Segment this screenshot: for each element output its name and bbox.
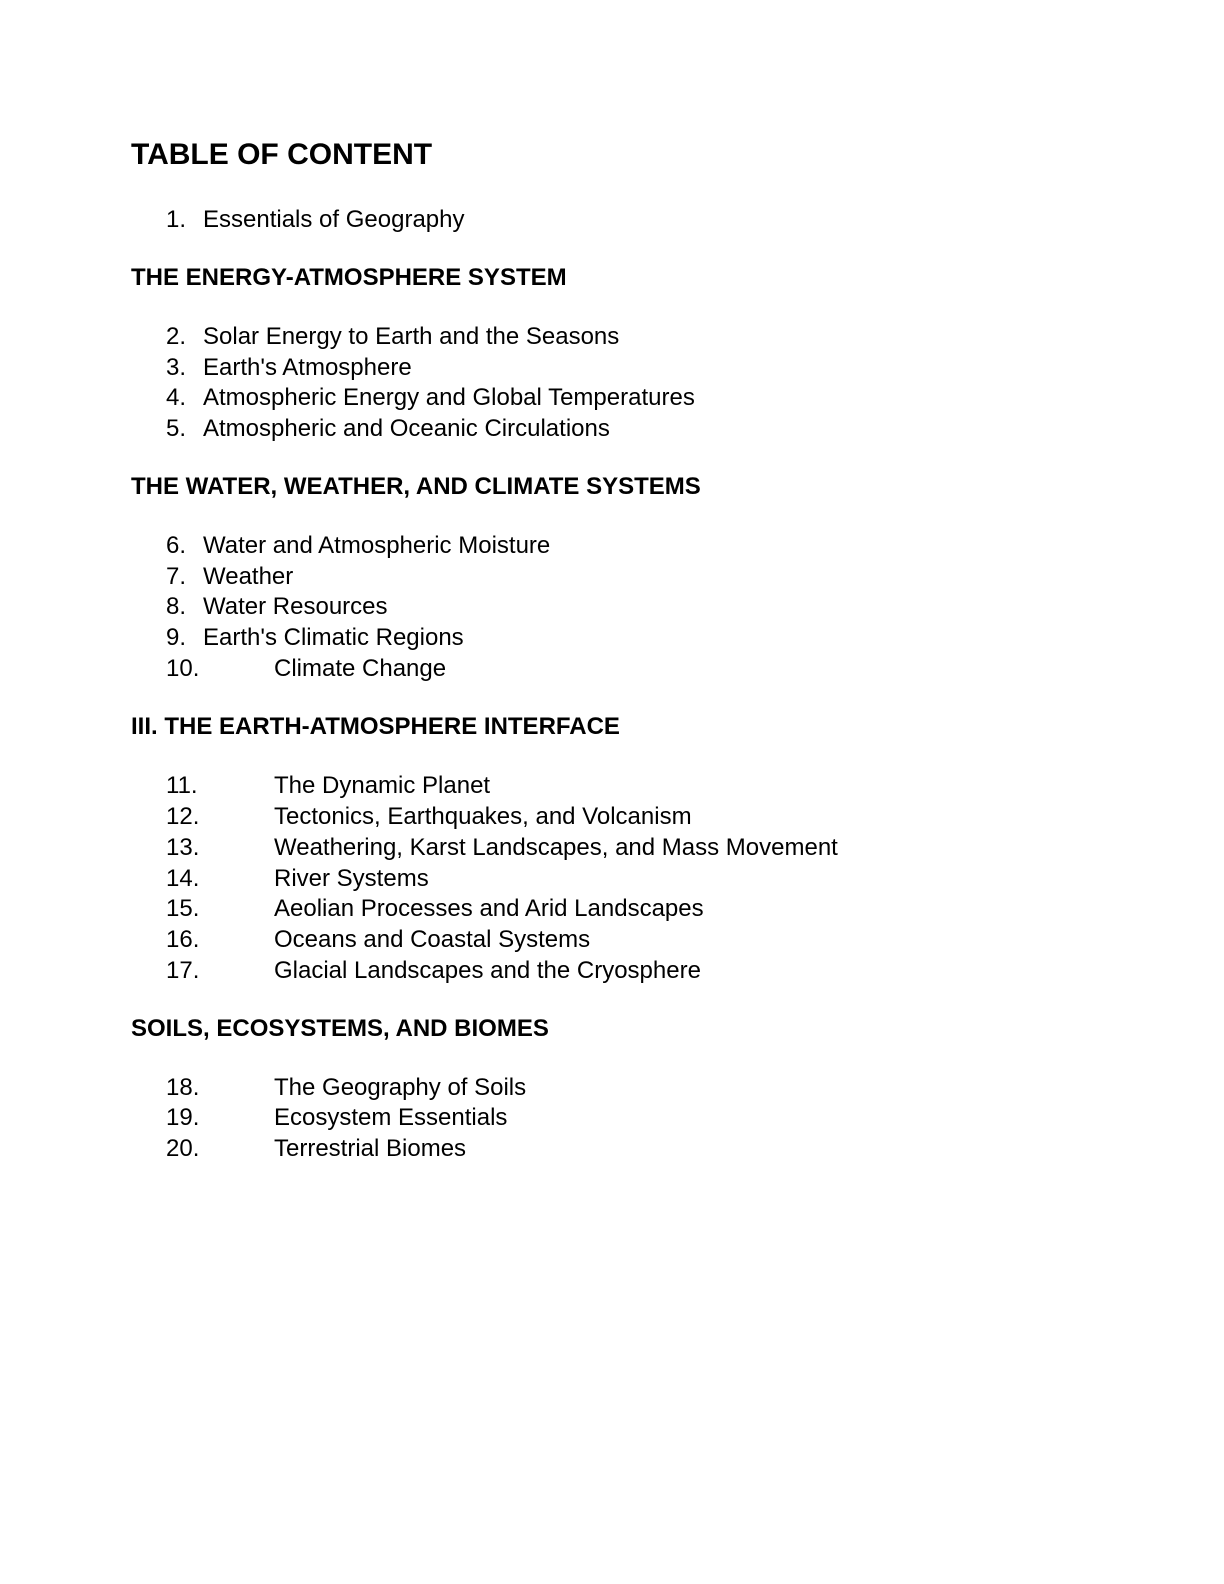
- toc-item-number: 13.: [166, 834, 200, 861]
- toc-item-number: 4.: [166, 384, 187, 411]
- toc-item-label: Ecosystem Essentials: [274, 1104, 508, 1131]
- toc-item-number: 2.: [166, 323, 187, 350]
- toc-item-number: 16.: [166, 926, 200, 953]
- toc-item-number: 20.: [166, 1135, 200, 1162]
- toc-item-label: The Dynamic Planet: [274, 772, 491, 799]
- toc-item-number: 17.: [166, 957, 200, 984]
- toc-item-label: Weathering, Karst Landscapes, and Mass Movement: [274, 834, 838, 861]
- section-heading: III. THE EARTH-ATMOSPHERE INTERFACE: [131, 713, 620, 740]
- toc-item-number: 9.: [166, 624, 187, 651]
- section-heading: THE ENERGY-ATMOSPHERE SYSTEM: [131, 264, 567, 291]
- toc-item-label: River Systems: [274, 865, 429, 892]
- toc-item-label: Climate Change: [274, 655, 447, 682]
- toc-item-label: The Geography of Soils: [274, 1074, 527, 1101]
- page-title: TABLE OF CONTENT: [131, 138, 433, 171]
- toc-item-label: Essentials of Geography: [203, 206, 465, 233]
- toc-item-number: 6.: [166, 532, 187, 559]
- toc-item-label: Tectonics, Earthquakes, and Volcanism: [274, 803, 692, 830]
- toc-item-label: Weather: [203, 563, 294, 590]
- toc-item-number: 12.: [166, 803, 200, 830]
- toc-item-number: 15.: [166, 895, 200, 922]
- toc-item-label: Earth's Climatic Regions: [203, 624, 464, 651]
- toc-item-label: Oceans and Coastal Systems: [274, 926, 591, 953]
- toc-item-label: Glacial Landscapes and the Cryosphere: [274, 957, 701, 984]
- toc-item-number: 19.: [166, 1104, 200, 1131]
- toc-item-label: Aeolian Processes and Arid Landscapes: [274, 895, 704, 922]
- section-heading: THE WATER, WEATHER, AND CLIMATE SYSTEMS: [131, 473, 701, 500]
- toc-item-number: 7.: [166, 563, 187, 590]
- toc-item-label: Water and Atmospheric Moisture: [203, 532, 551, 559]
- toc-item-number: 10.: [166, 655, 200, 682]
- toc-item-label: Solar Energy to Earth and the Seasons: [203, 323, 620, 350]
- toc-item-number: 3.: [166, 354, 187, 381]
- toc-item-label: Terrestrial Biomes: [274, 1135, 467, 1162]
- toc-item-label: Water Resources: [203, 593, 388, 620]
- toc-item-number: 11.: [166, 772, 198, 799]
- toc-item-label: Atmospheric Energy and Global Temperatures: [203, 384, 695, 411]
- toc-item-label: Atmospheric and Oceanic Circulations: [203, 415, 610, 442]
- section-heading: SOILS, ECOSYSTEMS, AND BIOMES: [131, 1015, 549, 1042]
- toc-item-number: 18.: [166, 1074, 200, 1101]
- toc-item-number: 14.: [166, 865, 200, 892]
- toc-item-number: 1.: [166, 206, 187, 233]
- toc-item-number: 8.: [166, 593, 187, 620]
- toc-item-number: 5.: [166, 415, 187, 442]
- toc-item-label: Earth's Atmosphere: [203, 354, 412, 381]
